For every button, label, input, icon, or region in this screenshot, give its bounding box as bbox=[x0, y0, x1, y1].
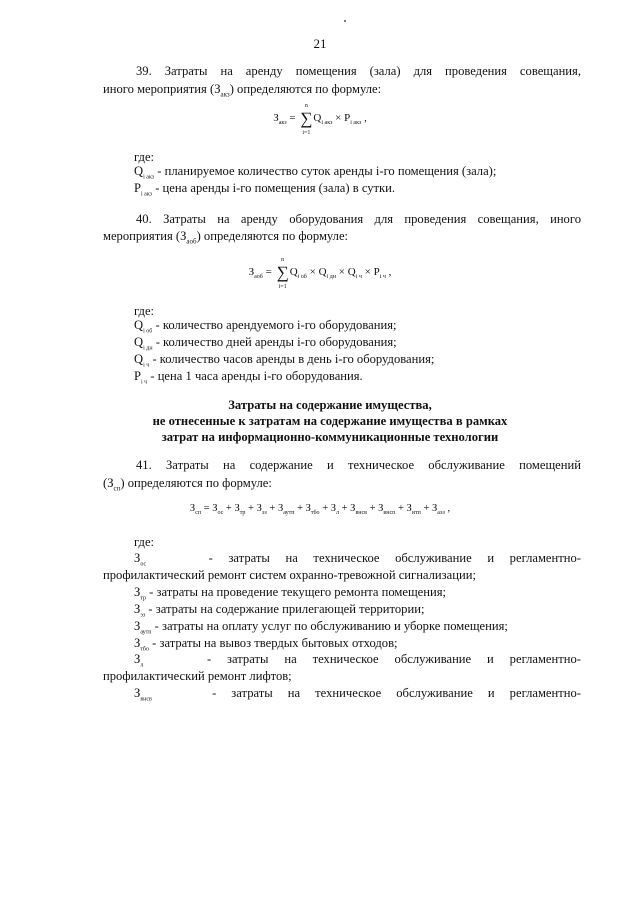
def-39-1: $Q_{i акз}$ - планируемое количество суток аренды i-го помещения (зала); bbox=[134, 164, 497, 181]
section-heading-line1: Затраты на содержание имущества, bbox=[228, 398, 432, 412]
formula-41: $З_{сп} = З_{ос} + З_{тр} + З_{эз} + З_{аутп} + З_{тбо} + З_л + З_{внсв} + З_{внсп} + З_{итп} + З_{аэз}$ , bbox=[189, 503, 451, 517]
p41-line2: $(З_{сп})$ определяются по формуле: bbox=[103, 476, 272, 493]
def-39-2: $P_{i акз}$ - цена аренды i-го помещения (зала) в сутки. bbox=[134, 181, 396, 198]
p40-line2: мероприятия $(З_{аоб})$ определяются по формуле: bbox=[103, 229, 349, 246]
def-41-l-line2: профилактический ремонт лифтов; bbox=[103, 669, 292, 683]
formula-39: $З_{акз}$ = ∑ n i=1 $Q_{i акз} \times P_{i акз}$ , bbox=[273, 103, 367, 136]
def-40-4: $P_{i ч}$ - цена 1 часа аренды i-го оборудования. bbox=[134, 369, 363, 386]
def-40-2: $Q_{i дн}$ - количество дней аренды i-го оборудования; bbox=[134, 335, 397, 352]
sigma-symbol: ∑ n i=1 bbox=[300, 103, 313, 136]
def-41-oc-line1: $З_{ос}$ - затраты на техническое обслуживание и регламентно- bbox=[134, 551, 581, 568]
def-41-tbo: $З_{тбо}$ - затраты на вывоз твердых бытовых отходов; bbox=[134, 636, 398, 653]
where-label-39: где: bbox=[134, 150, 155, 164]
def-41-ez: $З_{эз}$ - затраты на содержание прилегающей территории; bbox=[134, 602, 425, 619]
page-number: 21 bbox=[313, 36, 327, 51]
def-41-l-line1: $З_л$ - затраты на техническое обслуживание и регламентно- bbox=[134, 652, 581, 669]
def-40-3: $Q_{i ч}$ - количество часов аренды в день i-го оборудования; bbox=[134, 352, 435, 369]
p39-line1: 39. Затраты на аренду помещения (зала) для проведения совещания, bbox=[136, 64, 581, 78]
sigma-symbol: ∑ n i=1 bbox=[276, 257, 289, 290]
def-41-oc-line2: профилактический ремонт систем охранно-тревожной сигнализации; bbox=[103, 568, 476, 582]
scan-speck bbox=[344, 20, 346, 22]
p40-line1: 40. Затраты на аренду оборудования для проведения совещания, иного bbox=[136, 212, 581, 226]
def-40-1: $Q_{i об}$ - количество арендуемого i-го оборудования; bbox=[134, 318, 397, 335]
def-41-vnsv-line1: $З_{внсв}$ - затраты на техническое обслуживание и регламентно- bbox=[134, 686, 581, 703]
section-heading-line3: затрат на информационно-коммуникационные технологии bbox=[161, 430, 499, 444]
def-41-autp: $З_{аутп}$ - затраты на оплату услуг по обслуживанию и уборке помещения; bbox=[134, 619, 508, 636]
def-41-tr: $З_{тр}$ - затраты на проведение текущего ремонта помещения; bbox=[134, 585, 447, 602]
formula-40: $З_{аоб}$ = ∑ n i=1 $Q_{i об} \times Q_{i дн} \times Q_{i ч} \times P_{i ч}$ , bbox=[248, 257, 392, 290]
where-label-41: где: bbox=[134, 535, 155, 549]
p41-line1: 41. Затраты на содержание и техническое обслуживание помещений bbox=[136, 458, 581, 472]
p39-line2: иного мероприятия $(З_{акз})$ определяются по формуле: bbox=[103, 82, 382, 99]
section-heading-line2: не отнесенные к затратам на содержание имущества в рамках bbox=[152, 414, 508, 428]
where-label-40: где: bbox=[134, 304, 155, 318]
